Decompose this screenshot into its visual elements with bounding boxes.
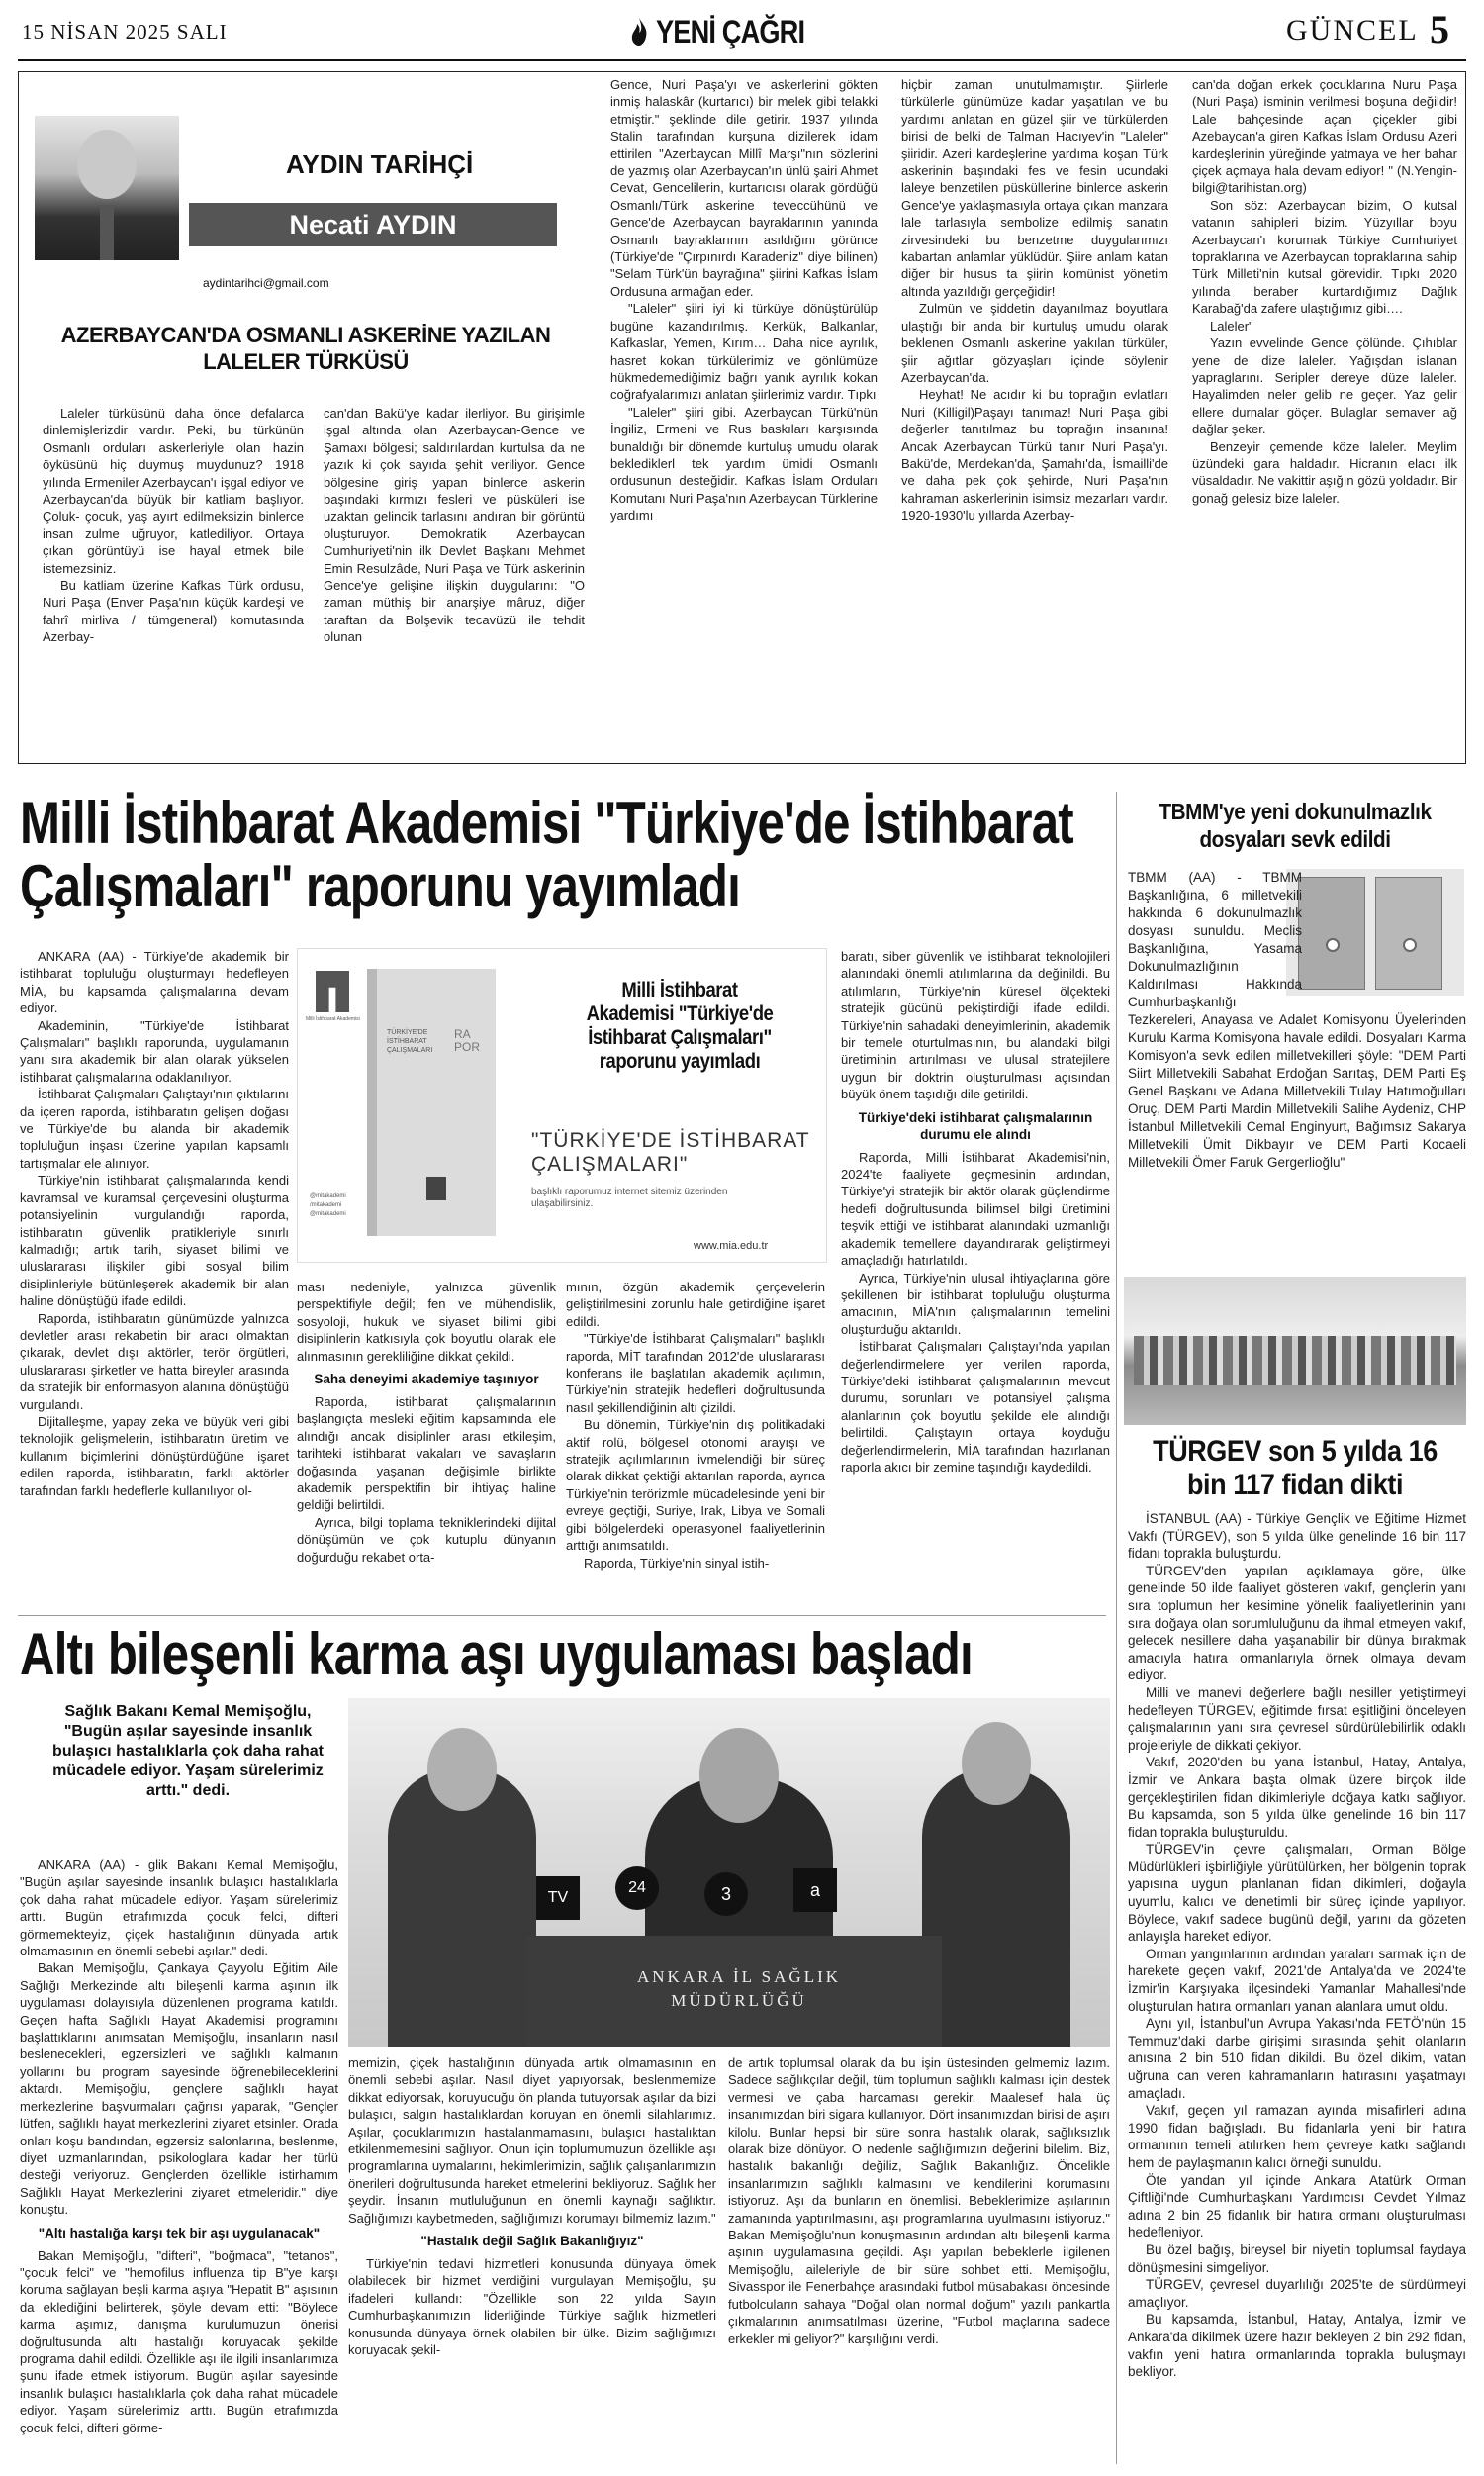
paragraph: memizin, çiçek hastalığının dünyada artık olmamasının en önemli sebebi aşılar. Nasıl diyet yapıyorsak, beslenmemize dikkat ediyorsak, koruyucuğu ön planda tutuyorsak aşılar da bizi bulaşıcı, salgın hastalıklardan koruyan en önemli silahlarımız. Aşılar, çocuklarımızın hastalanmamasını, bulaşıcı hastalıktan etkilenmemesini sağlıyor. Onun için toplumumuzun özellikle aşı programlarına uymalarını, hekimlerimizin, sağlık çalışanlarımızın önerileri doğrultusunda hareket etmelerini bekliyoruz. Sağlık her şeydir. İnsanın mutluluğunun en önemli kaynağı sağlıktır. Sağlığımızı kaybetmeden, sağlığımızı korumayı bilmemiz lazım." (348, 2055, 716, 2226)
mit-book-rapor: RA POR (454, 1027, 481, 1054)
column-text-col2 (324, 405, 585, 757)
tbmm-headline: TBMM'ye yeni dokunulmazlık dosyaları sevk edildi (1159, 799, 1432, 852)
page-header (0, 0, 1484, 61)
page-number: 5 (1430, 7, 1449, 51)
column-name: AYDIN TARİHÇİ (286, 149, 474, 179)
paragraph: Son söz: Azerbaycan bizim, O kutsal vatanın sahipleri bizim. Yüzyıllar boyu Azerbaycan'ı korumak Türkiye Cumhuriyet topraklarına ve Azerbaycan topraklarına sahip Türk Milleti'nin kutsal görevidir. Tıpkı 2020 yılında beraber kurtardığımız Dağlık Karabağ'da zafere ulaştığımız gibi…. (1192, 197, 1457, 317)
paragraph: İSTANBUL (AA) - Türkiye Gençlik ve Eğitime Hizmet Vakfı (TÜRGEV), son 5 yılda ülke genelinde 16 bin 117 fidanı toprakla buluşturdu. (1128, 1511, 1466, 1562)
paragraph: Laleler" (1210, 318, 1253, 333)
column-article (18, 71, 1466, 764)
paragraph: Raporda, Milli İstihbarat Akademisi'nin, 2024'te faaliyete geçmesinin ardından, Türkiye'yi stratejik bir aktör olarak güçlendirme hedefi doğrultusunda bilimsel bilgi üretimini teşvik ettiği ve istihbarat alanındaki uzmanlığı akademik temellere dayandırarak geliştirmeyi amaçladığı hatırlatıldı. (841, 1149, 1110, 1269)
asi-photo (348, 1698, 1110, 2047)
asi-mic-cluster (526, 1866, 942, 1936)
paragraph: Ayrıca, Türkiye'nin ulusal ihtiyaçlarına göre şekillenen bir istihbarat topluluğu oluşturma amacının, MİA'nın çalışmalarının temelini oluşturduğu aktarıldı. (841, 1270, 1110, 1337)
paragraph: Bu özel bağış, bireysel bir niyetin toplumsal faydaya dönüşmesini simgeliyor. (1128, 2241, 1466, 2275)
mit-social-facebook: /mitakademi (310, 1202, 342, 1208)
asi-headline: Altı bileşenli karma aşı uygulaması başladı (20, 1621, 973, 1687)
mit-social (310, 1192, 365, 1219)
mit-book (367, 969, 496, 1236)
paragraph: Raporda, istihbaratın günümüzde yalnızca devletler arası rekabetin bir aracı olmaktan çıkarak, devlet dışı aktörler, terör örgütleri, uluslararası şirketler ve hatta bireyler arasında da stratejik bir enformasyon alanına dönüştüğü vurgulandı. (20, 1310, 289, 1412)
mit-text-col3 (566, 1279, 825, 1609)
paragraph: Aynı yıl, İstanbul'un Avrupa Yakası'nda FETÖ'nün 15 Temmuz'daki darbe girişimi sırasında şehit olanların anısına 2 bin 510 fidan dikildi. Bu özel dikim, vatan uğruna can veren kahramanların hatırasını yaşatmayı amaçladı. (1128, 2016, 1466, 2101)
turgev-headline: TÜRGEV son 5 yılda 16 bin 117 fidan dikti (1153, 1435, 1438, 1501)
paragraph: Bu katliam üzerine Kafkas Türk ordusu, Nuri Paşa (Enver Paşa'nın küçük kardeşi ve fahrî mirliva / tümgeneral) komutasında Azerbay- (43, 578, 304, 645)
mic-label-1: TV (536, 1876, 580, 1920)
paragraph: ANKARA (AA) - Türkiye'de akademik bir istihbarat topluluğu oluşturmayı hedefleyen MİA, bu kapsamda çalışmalarına devam ediyor. (20, 949, 289, 1016)
paragraph: Raporda, Türkiye'nin sinyal istih- (584, 1555, 770, 1571)
mit-image (297, 948, 827, 1263)
paragraph: Ayrıca, bilgi toplama tekniklerindeki dijital dönüşümün ve çok kutuplu dünyanın doğurduğu rekabet orta- (297, 1514, 556, 1565)
paragraph: can'dan Bakü'ye kadar ilerliyor. Bu girişimle işgal altında olan Azerbaycan-Gence ve Şamaxı bölgesi; saldırılardan kurtulsa da ne yazık ki çok sayıda şehit veriliyor. Gence bölgesine giriş yapan binlerce askerin başındaki kırmızı fesleri ve püsküleri ise uzaktan gelincik tarlasını andıran bir görüntü oluşturuyor. Demokratik Azerbaycan Cumhuriyeti'nin ilk Devlet Başkanı Mehmet Emin Resulzâde, Nuri Paşa ve Türk askerinin Gence'ye gelişine ilişkin duygularını: "O zaman müthiş bir anarşiye mâruz, diğer taraftan da Bolşevik tecavüzü ile tehdit olunan (324, 406, 585, 645)
asi-lead: Sağlık Bakanı Kemal Memişoğlu, "Bugün aşılar sayesinde insanlık bulaşıcı hastalıklarla çok daha rahat mücadele ediyor. Yaşam sürelerimiz arttı." dedi. (52, 1703, 324, 1799)
author-banner (189, 203, 557, 246)
author-photo (35, 116, 179, 260)
issue-date: 15 NİSAN 2025 SALI (22, 20, 228, 44)
asi-photo-sign: ANKARA İL SAĞLIK MÜDÜRLÜĞÜ (636, 1967, 842, 2010)
mit-image-book-sub: başlıklı raporumuz internet sitemiz üzerinden ulaşabilirsiniz. (531, 1187, 728, 1209)
flame-icon (628, 17, 650, 47)
divider-vertical-right (1116, 792, 1117, 2464)
column-text-col3 (610, 76, 878, 759)
paragraph: Türkiye'nin istihbarat çalışmalarında kendi kavramsal ve kuramsal çerçevesini oluşturma potansiyelinin vurgulandığı raporda, istihbaratın güvenlik pratikleriyle sınırlı kalmadığı; artık tarih, siyaset bilimi ve uluslararası ilişkiler gibi sosyal bilim disiplinleriyle bütünleşerek akademik bir alan haline dönüştüğü ifade edildi. (20, 1173, 289, 1309)
asi-text-col3 (728, 2054, 1110, 2470)
tbmm-image-space (1302, 869, 1466, 1000)
tbmm-text: TBMM (AA) - TBMM Başkanlığına, 6 milletvekili hakkında 6 dokunulmazlık dosyası sunuldu. Meclis Başkanlığına, Yasama Dokunulmazlığının Kaldırılması Hakkında Cumhurbaşkanlığı Tezkereleri, Anayasa ve Adalet Komisyonu Üyelerinden Kurulu Karma Komisyona havale edildi. Dosyaları Karma Komisyon'a sevk edilen milletvekilleri şöyle: "DEM Parti Siirt Milletvekili Sabahat Erdoğan Sarıtaş, DEM Parti Eş Genel Başkanı ve Adana Milletvekili Tulay Hatımoğulları Oruç, DEM Parti Mardin Milletvekili Salihe Aydeniz, CHP İstanbul Milletvekili Cemal Enginyurt, Bağımsız Sakarya Milletvekili Ümit Dikbayır ve DEM Parti Kocaeli Milletvekili Ömer Faruk Gergerlioğlu" (1128, 870, 1466, 1170)
asi-text-col2 (348, 2054, 716, 2470)
paragraph: Zulmün ve şiddetin dayanılmaz boyutlara ulaştığı bir anda bir kurtuluş umudu olarak beklenen Osmanlı askerine yakılan türküler, şiir ağıtlar gözyaşları içinde söylenir Azerbaycan'da. (901, 301, 1168, 385)
mit-text-col2 (297, 1279, 556, 1609)
mit-image-url: www.mia.edu.tr (694, 1240, 769, 1252)
paragraph: can'da doğan erkek çocuklarına Nuru Paşa (Nuri Paşa) isminin verilmesi boşuna değildir! Lale bahçesinde açan çiçekler gibi Azebaycan'a giren Kafkas İslam Ordusu Azeri kardeşlerinin yüreğinde yatmaya ve her bahar çiçek açmaya hala devam ediyor! " (N.Yengin-bilgi@tarihistan.org) (1192, 77, 1457, 196)
paragraph: Heyhat! Ne acıdır ki bu toprağın evlatları Nuri (Killigil)Paşayı tanımaz! Nuri Paşa gibi değerler tanıtılmaz bu toprağın insanına! Ancak Azerbaycan Türkü tanır Nuri Paşa'yı. Bakü'de, Merdekan'da, Şamahı'da, İsmailli'de ve daha pek çok şehirde, Nuri Paşa'nın kahraman askerlerinin isimsiz mezarları vardır. 1920-1930'lu yıllarda Azerbay- (901, 387, 1168, 524)
logo-text: YENİ ÇAĞRI (656, 13, 805, 49)
paragraph: Bakan Memişoğlu, "difteri", "boğmaca", "tetanos", "çocuk felci" ve "hemofilus influenza tip B"ye karşı koruma sağlayan beşli karma aşıya "Hepatit B" aşısının da eklediğini belirterek, şöyle devam etti: "Böylece karma aşımız, danışma kurulumuzun önerisi doğrultusunda altı hastalığı koruyacak şekilde programa dahil edildi. Özellikle aşı ile ilgili insanlarımıza şunu ifade etmek istiyorum. Bugün aşılar sayesinde insanlık bulaşıcı hastalıklarla çok daha rahat mücadele ediyor. Yaşam sürelerimiz arttı. Bugün etrafımızda çocuk felci, difteri görme- (20, 2247, 338, 2435)
mic-label-3: 3 (704, 1872, 748, 1916)
paragraph: Vakıf, 2020'den bu yana İstanbul, Hatay, Antalya, İzmir ve Ankara başta olmak üzere birçok ilde gerçekleştirilen fidan dikimleriyle doğaya katkı sağlıyor. Bu kapsamda, son 5 yılda ülke genelinde 16 bin 117 fidan toprakla buluşturuldu. (1128, 1755, 1466, 1840)
paragraph: "Laleler" şiiri iyi ki türküye dönüştürülüp bugüne kazandırılmış. Kerkük, Balkanlar, Kafkaslar, Yemen, Kırım… Daha nice ayrılık, hasret kokan türkülerimiz ve gönlümüze hükmedemediğimiz bağrı yanık ayrılık kokan coğrafyalarımızı anlatan şiirlerimiz vardır. Tıpkı (610, 301, 878, 403)
mit-image-title: Milli İstihbarat Akademisi "Türkiye'de İstihbarat Çalışmaları" raporunu yayımladı (586, 979, 774, 1073)
paragraph: ması nedeniyle, yalnızca güvenlik perspektifiyle değil; fen ve mühendislik, sosyoloji, hukuk ve siyaset bilimi gibi disiplinlerin katkısıyla çok boyutlu olarak ele alınmasının gerekliliğine dikkat çekildi. (297, 1280, 556, 1364)
paragraph: mının, özgün akademik çerçevelerin geliştirilmesini zorunlu hale getirdiğine işaret edildi. (566, 1280, 825, 1329)
paragraph: hiçbir zaman unutulmamıştır. Şiirlerle türkülerle günümüze kadar yaşatılan ve bu yardımı anlatan en güzel şiir ve türkülerden birisi de belki de Talman Hacıyev'in "Laleler" şiiridir. Azeri kardeşlerine yardıma koşan Türk askerinin başındaki fes ve fesin ucundaki laleye benzetilen püsküllerine binlerce askerin Gence'ye yaklaşmasıyla ortaya çıkan manzara lale tarlasıyla sembolize edilmiş sanatın zirvesindeki bu benzetme duygularımızı kabartan anlamlar yüklüdür. Şiire anlam katan diğer bir husus ta şiirin komünist yönetim altında yazıldığı gerçeğidir! (901, 77, 1168, 299)
mit-text-col1 (20, 948, 289, 1609)
turgev-photo (1124, 1277, 1466, 1425)
paragraph: Bakan Memişoğlu, Çankaya Çayyolu Eğitim Aile Sağlığı Merkezinde altı bileşenli karma aşının ilk uygulaması dolayısıyla düzenlenen programa katıldı. Geçen hafta Sağlıklı Hayat Akademisi programını başlattıklarını anımsatan Memişoğlu, insanların nasıl beslenecekleri, egzersizleri ve sağlıklı kalmanın yollarını bu program sayesinde öğrenebileceklerini aktardı. Memişoğlu, gençlere sağlıklı hayat merkezlerine başvurmaları çağrısı yaparak, "Gençler lütfen, sağlıklı hayat merkezlerini ziyaret etsinler. Orada onları koşu bandından, egzersiz salonlarına, beslenme, diyet uzmanlarından, psikologlara kadar her türlü desteği veriyoruz. Gençlerden özellikle istirhamım Sağlıklı Hayat Merkezlerini ziyaret etmeleridir." diye konuştu. (20, 1960, 338, 2218)
subheading: "Hastalık değil Sağlık Bakanlığıyız" (420, 2234, 644, 2249)
paragraph: Akademinin, "Türkiye'de İstihbarat Çalışmaları" başlıklı raporunda, uygulamanın yanı sıra akademik bir alan olarak yükselen istihbarat çalışmalarına odaklanılıyor. (20, 1017, 289, 1085)
paragraph: TÜRGEV, çevresel duyarlılığı 2025'te de sürdürmeyi amaçlıyor. (1128, 2277, 1466, 2310)
paragraph: "Laleler" şiiri gibi. Azerbaycan Türkü'nün İngiliz, Ermeni ve Rus baskıları karşısında bunaldığı bir dönemde kurtuluş umudu olarak beklediklerl tek yardım ümidi Osmanlı ordusunun desteğidir. Kafkas İslam Orduları Komutanı Nuri Paşa'nın Azerbaycan Türklerine yardımı (610, 404, 878, 524)
paragraph: Benzeyir çemende köze laleler. Meylim üzündeki gara haldadır. Hicranın elacı ilk vüsaldadır. Ne vakittir aşığın gözü yoldadır. Bir gonağ gelesiz bize laleler. (1192, 438, 1457, 506)
paragraph: TÜRGEV'in çevre çalışmaları, Orman Bölge Müdürlükleri işbirliğiyle yürütülürken, her bölgenin toprak yapısına uygun planlanan fidan dikimleri, doğayla uyumlu, kalıcı ve denetimli bir süreç içinde yapılıyor. Böylece, vakıf sadece bugünü değil, yarını da gözeten anlayışla hareket ediyor. (1128, 1842, 1466, 1945)
paragraph: Dijitalleşme, yapay zeka ve büyük veri gibi teknolojik gelişmelerin, istihbaratın üretim ve kullanım biçimlerini dönüştürdüğüne işaret edilen raporda, istihbaratın, farklı aktörler tarafından farklı hedeflerle kullanılıyor ol- (20, 1413, 289, 1498)
paragraph: Milli ve manevi değerlere bağlı nesiller yetiştirmeyi hedefleyen TÜRGEV, eğitimde fırsat eşitliğini önceleyen çalışmalarının yanı sıra çevresel sürdürülebilirlik odaklı projeleriyle de dikkati çekiyor. (1128, 1684, 1466, 1753)
paragraph: İstihbarat Çalışmaları Çalıştayı'nda yapılan değerlendirmelere yer verilen raporda, Türkiye'deki istihbarat çalışmalarının mevcut durumu, sorunları ve potansiyel çalışma alanlarının çok boyutlu şekilde ele alındığı belirtildi. Çalıştayın ortaya koyduğu değerlendirmelerin, MİA tarafından hazırlanan raporla akıcı bir zemine taşındığı kaydedildi. (841, 1339, 1110, 1475)
mit-text-col4 (841, 948, 1110, 1609)
mic-label-2: 24 (615, 1866, 659, 1910)
author-name: Necati AYDIN (289, 209, 457, 239)
section-name: GÜNCEL (1286, 14, 1419, 47)
paragraph: Laleler türküsünü daha önce defalarca dinlemişlerizdir vardır. Peki, bu türkünün Osmanlı orduları askerleriyle olan hazin öyküsünü hiç duymuş muydunuz? 1918 yılında Ermeniler Azerbaycan'ı işgal ediyor ve Azerbaycan'da büyük bir katliam başlıyor. Çoluk- çocuk, yaş ayırt edilmeksizin binlerce insan zulme uğruyor, katlediliyor. Ortaya çıkan görüntüyü ise hayal etmek bile istemezsiniz. (43, 406, 304, 576)
mit-book-logo (426, 1177, 446, 1200)
newspaper-logo (628, 14, 831, 49)
mit-emblem-text: Milli İstihbarat Akademisi (306, 1016, 360, 1022)
paragraph: Raporda, istihbarat çalışmalarının başlangıçta mesleki eğitim kapsamında ele alındığı ancak disiplinler arası etkileşim, tarihteki istihbarat vakaları ve savaşların doğasında yaşanan değişimle birlikte akademik perspektifin bir ihtiyaç haline geldiği belirtildi. (297, 1394, 556, 1513)
paragraph: Türkiye'nin tedavi hizmetleri konusunda dünyaya örnek olabilecek bir hizmet verdiğini vurgulayan Memişoğlu, şu ifadeleri kullandı: "Özellikle son 22 yılda Sayın Cumhurbaşkanımızın liderliğinde Türkiye sağlık hizmetleri konusunda dünyaya örnek olabilen bir ülke. Bizim sağlığımızı koruyacak şekil- (348, 2256, 716, 2358)
subheading: Türkiye'deki istihbarat çalışmalarının durumu ele alındı (858, 1109, 1093, 1142)
subheading: Saha deneyimi akademiye taşınıyor (314, 1372, 539, 1387)
paragraph: ANKARA (AA) - glik Bakanı Kemal Memişoğlu, "Bugün aşılar sayesinde insanlık bulaşıcı hastalıklarla çok daha rahat mücadele ediyor. Yaşam sürelerimiz arttı. Bugün etrafımızda çocuk felci, difteri görmemekteyiz, çiçek hastalığının dünyada artık olmamasının en önemli sebebi aşılar." dedi. (20, 1857, 338, 1959)
divider-horizontal-mid (18, 1615, 1106, 1616)
header-rule (18, 59, 1466, 61)
mit-social-instagram: @mitakademi (310, 1211, 346, 1217)
turgev-text (1128, 1510, 1466, 2470)
paragraph: Yazın evvelinde Gence çölünde. Çıhıblar yene de dize laleler. Yağışdan islanan yapraglarını. Seripler dereye düze laleler. Hayalimden neler gelib ne geçer. Yaz gelir ellere durnalar göçer. Bulaglar semaver ağ dağlar şeker. (1192, 335, 1457, 437)
paragraph: de artık toplumsal olarak da bu işin üstesinden gelmemiz lazım. Sadece sağlıkçılar değil, tüm toplumun sağlıklı kalması için destek vermesi ve çaba harcaması gerekir. Maalesef hala üç insanımızdan biri sigara kullanıyor. Dört insanımızdan birisi de aşırı kilolu. Bunlar hepsi bir süre sonra hastalık olarak, sağlıksızlık olarak bize dönüyor. O nedenle sağlığımızın değerini bilelim. Biz, hastalık bakanlığı değiliz, Sağlık Bakanlığız. Öncelikle insanlarımızın sağlıklı kalmasını ve kendilerini korumasını istiyoruz. Aşı da bunların en önemlisi. Bebeklerimize aşılarının zamanında yaptırılmasını, aşı programlarına uyulmasını istiyoruz." Bakan Memişoğlu'nun konuşmasının ardından altı bileşenli karma aşının uygulamasına geçildi. Aşı yapılan bebeklerle ilgilenen Memişoğlu, aileleriyle de bir süre sohbet etti. Memişoğlu, Sivasspor ile Fenerbahçe arasındaki futbol müsabakası öncesinde futbolcuların sahaya "Doğal olan normal doğum" yazılı pankartla çıkmalarının anımsatılması üzerine, "Futbol maçlarına sadece erkekler mi geliyor?" karşılığını verdi. (728, 2055, 1110, 2346)
paragraph: baratı, siber güvenlik ve istihbarat teknolojileri alanındaki önemli atılımlarına da değinildi. Bu atılımların, Türkiye'nin küresel ölçekteki stratejik gücünü pekiştirdiği ifade edildi. Türkiye'nin sahadaki deneyimlerinin, akademik bir temele oturtulmasının, bu alandaki bilgi üretiminin artırılması ve ulusal stratejilere uygun bir doktrin oluşturulması açısından büyük önem taşıdığı dile getirildi. (841, 949, 1110, 1102)
paragraph: Orman yangınlarının ardından yaraları sarmak için de harekete geçen vakıf, 2021'de Antalya'da ve 2024'te İzmir'in Karşıyaka ilçesindeki Yamanlar Mahallesi'nde oluşturulan hatıra ormanları yanan alanlara umut oldu. (1128, 1946, 1466, 2014)
column-text-col1 (43, 405, 304, 757)
paragraph: İstihbarat Çalışmaları Çalıştayı'nın çıktılarını da içeren raporda, istihbaratın gelişen doğası ve Türkiye'de bu alanda bir akademik topluluğun inşası üzerine yapılan kapsamlı tartışmalar ele alınıyor. (20, 1087, 289, 1171)
column-text-col5 (1192, 76, 1457, 759)
column-headline: AZERBAYCAN'DA OSMANLI ASKERİNE YAZILAN LALELER TÜRKÜSÜ (60, 323, 551, 374)
mit-book-spine-text: TÜRKİYE'DE İSTİHBARAT ÇALIŞMALARI (387, 1029, 433, 1054)
column-text-col4 (901, 76, 1168, 759)
paragraph: Bu kapsamda, İstanbul, Hatay, Antalya, İzmir ve Ankara'da dikilmek üzere hazır bekleyen 2 bin 292 fidan, vakfın yeni hatıra ormanlarında toprakla buluşmayı bekliyor. (1128, 2312, 1466, 2380)
mit-emblem (316, 971, 349, 1012)
author-email: aydintarihci@gmail.com (203, 276, 329, 290)
paragraph: Gence, Nuri Paşa'yı ve askerlerini gökten inmiş halaskâr (kurtarıcı) bir melek gibi telakki etmiştir." şeklinde dile getirir. 1937 yılında Stalin tarafından kurşuna dizilerek idam ettirilen "Azerbaycan Millî Marşı"nın sözlerini de yazmış olan Azerbaycan'ın ünlü şairi Ahmet Cevat, Gencelilerin, kurtarıcısı olarak gördüğü Osmanlı/Türk askerine teveccühünü ve Gence'de Azerbaycan bayraklarının yanında Osmanlı bayraklarının asıldığını görünce (Türkiye'de "Çırpınırdı Karadeniz" diye bilinen) "Selam Türk'ün bayrağına" şiirini Kafkas İslam Ordusuna armağan eder. (610, 77, 878, 299)
asi-text-col1 (20, 1857, 338, 2470)
mit-headline: Milli İstihbarat Akademisi "Türkiye'de İstihbarat Çalışmaları" raporunu yayımladı (20, 790, 1073, 919)
subheading: "Altı hastalığa karşı tek bir aşı uygulanacak" (38, 2225, 321, 2240)
mit-image-book-title: "TÜRKİYE'DE İSTİHBARAT ÇALIŞMALARI" (531, 1129, 810, 1176)
paragraph: Bu dönemin, Türkiye'nin dış politikadaki aktif rolü, bölgesel otonomi arayışı ve stratejik açılımlarının ivmelendiği bir süreç olarak dikkat çektiği aktarılan raporda, ayrıca Türkiye'nin terörizmle mücadelesinde yeni bir evreye geçtiği, Suriye, Irak, Libya ve Somali gibi bölgelerdeki operasyonel faaliyetlerinin arttığı anımsatıldı. (566, 1417, 825, 1554)
mit-social-x: @mitakademi (310, 1193, 346, 1199)
paragraph: "Türkiye'de İstihbarat Çalışmaları" başlıklı raporda, MİT tarafından 2012'de uluslararası konferans ile başlatılan akademik açılımın, Türkiye'nin stratejik hedefleri doğrultusunda nasıl şekillendiğinin altı çizildi. (566, 1331, 825, 1415)
paragraph: TÜRGEV'den yapılan açıklamaya göre, ülke genelinde 50 ilde faaliyet gösteren vakıf, gençlerin yanı sıra toplumun her kesimine yönelik faaliyetlerinin yanı sıra doğaya olan sorumluluğunu da ihmal etmeyen vakıf, gelecek nesillere daha yaşanabilir bir dünya bırakmak amacıyla hatıra ormanlarıyla örnek olmaya devam ediyor. (1128, 1563, 1466, 1683)
paragraph: Vakıf, geçen yıl ramazan ayında misafirleri adına 1990 fidan bağışladı. Bu fidanlarla yeni bir hatıra ormanının temeli atılırken hem çevreye katkı sağlandı hem de paylaşmanın kalıcı örneği sunuldu. (1128, 2103, 1466, 2170)
mic-label-4: a (793, 1868, 837, 1912)
paragraph: Öte yandan yıl içinde Ankara Atatürk Orman Çiftliği'nde Cumhurbaşkanı Yardımcısı Cevdet Yılmaz adına 2 bin 25 fidanlık bir hatıra ormanı oluşturulması hedefleniyor. (1128, 2172, 1466, 2240)
